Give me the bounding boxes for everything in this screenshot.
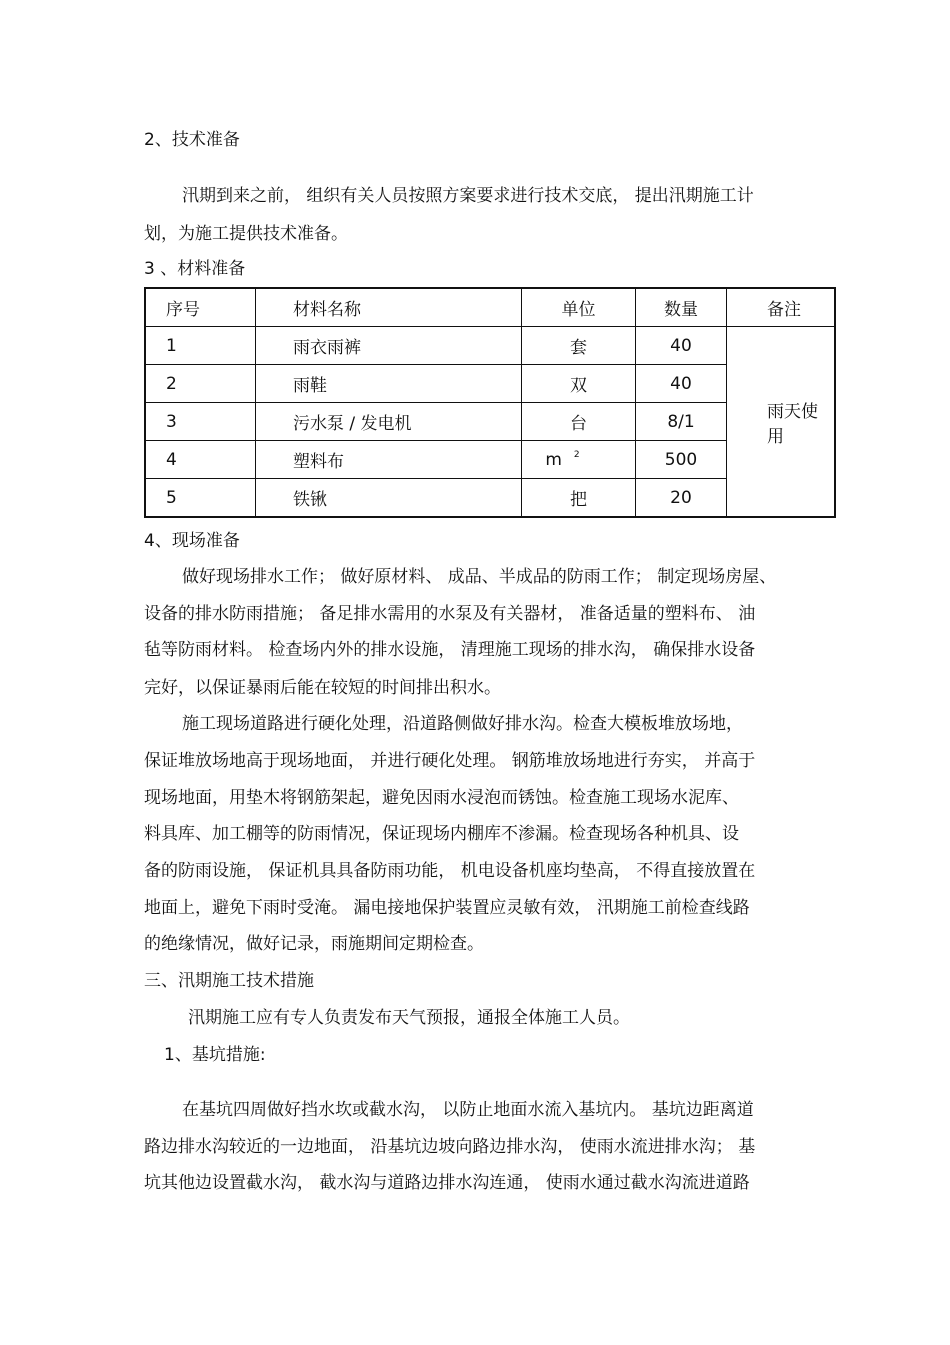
header-cell: 单位: [522, 288, 636, 327]
text-line: 做好现场排水工作； 做好原材料、 成品、半成品的防雨工作； 制定现场房屋、: [182, 567, 777, 587]
cell-unit: 双: [522, 365, 636, 403]
cell-qty: 8/1: [636, 403, 727, 441]
text-line: 汛期到来之前， 组织有关人员按照方案要求进行技术交底， 提出汛期施工计: [182, 186, 754, 206]
text-line: 备的防雨设施， 保证机具具备防雨功能， 机电设备机座均垫高， 不得直接放置在: [144, 861, 756, 881]
table-header-row: [145, 288, 835, 327]
header-cell: 材料名称: [256, 288, 522, 327]
cell-qty: 40: [636, 327, 727, 365]
header-cell: 序号: [145, 288, 256, 327]
text-line: 地面上，避免下雨时受淹。 漏电接地保护装置应灵敏有效， 汛期施工前检查线路: [144, 898, 750, 918]
header-cell: 数量: [636, 288, 727, 327]
heading-flood-measures: 三、汛期施工技术措施: [144, 971, 314, 991]
text-line: 料具库、加工棚等的防雨情况，保证现场内棚库不渗漏。检查现场各种机具、设: [144, 824, 739, 844]
cell-name: 雨衣雨裤: [256, 327, 522, 365]
text-line: 设备的排水防雨措施； 备足排水需用的水泵及有关器材， 准备适量的塑料布、 油: [144, 604, 756, 624]
cell-no: 2: [145, 365, 256, 403]
cell-qty: 500: [636, 441, 727, 479]
cell-name: 雨鞋: [256, 365, 522, 403]
cell-unit-m2: [522, 441, 636, 479]
cell-no: 3: [145, 403, 256, 441]
cell-unit: 把: [522, 479, 636, 518]
table-row: [145, 327, 835, 365]
cell-unit: 套: [522, 327, 636, 365]
text-line: 完好，以保证暴雨后能在较短的时间排出积水。: [144, 678, 501, 698]
heading-site-prep: 4、现场准备: [144, 531, 240, 551]
text-line: 的绝缘情况，做好记录，雨施期间定期检查。: [144, 934, 484, 954]
heading-pit-measures: 1、基坑措施:: [164, 1045, 266, 1065]
material-table: [144, 287, 836, 518]
heading-material-prep: 3 、材料准备: [144, 259, 246, 279]
text-line: 毡等防雨材料。 检查场内外的排水设施， 清理施工现场的排水沟， 确保排水设备: [144, 640, 756, 660]
cell-qty: 40: [636, 365, 727, 403]
text-line: 路边排水沟较近的一边地面， 沿基坑边坡向路边排水沟， 使雨水流进排水沟； 基: [144, 1137, 756, 1157]
cell-no: 1: [145, 327, 256, 365]
text-line: 坑其他边设置截水沟， 截水沟与道路边排水沟连通， 使雨水通过截水沟流进道路: [144, 1173, 750, 1193]
text-line: 汛期施工应有专人负责发布天气预报，通报全体施工人员。: [188, 1008, 630, 1028]
text-line: 在基坑四周做好挡水坎或截水沟， 以防止地面水流入基坑内。 基坑边距离道: [182, 1100, 754, 1120]
text-line: 划，为施工提供技术准备。: [144, 224, 348, 244]
text-line: 保证堆放场地高于现场地面， 并进行硬化处理。 钢筋堆放场地进行夯实， 并高于: [144, 751, 756, 771]
cell-name: 塑料布: [256, 441, 522, 479]
cell-no: 4: [145, 441, 256, 479]
text-line: 施工现场道路进行硬化处理，沿道路侧做好排水沟。检查大模板堆放场地，: [182, 714, 743, 734]
cell-qty: 20: [636, 479, 727, 518]
header-cell: 备注: [727, 288, 836, 327]
heading-tech-prep: 2、技术准备: [144, 130, 240, 150]
unit-text: m: [545, 449, 562, 470]
cell-name: 污水泵 / 发电机: [256, 403, 522, 441]
text-line: 现场地面，用垫木将钢筋架起，避免因雨水浸泡而锈蚀。检查施工现场水泥库、: [144, 788, 739, 808]
cell-no: 5: [145, 479, 256, 518]
cell-unit: 台: [522, 403, 636, 441]
cell-name: 铁锹: [256, 479, 522, 518]
unit-superscript: 2: [573, 449, 580, 460]
cell-remark: 雨天使用: [727, 327, 836, 518]
